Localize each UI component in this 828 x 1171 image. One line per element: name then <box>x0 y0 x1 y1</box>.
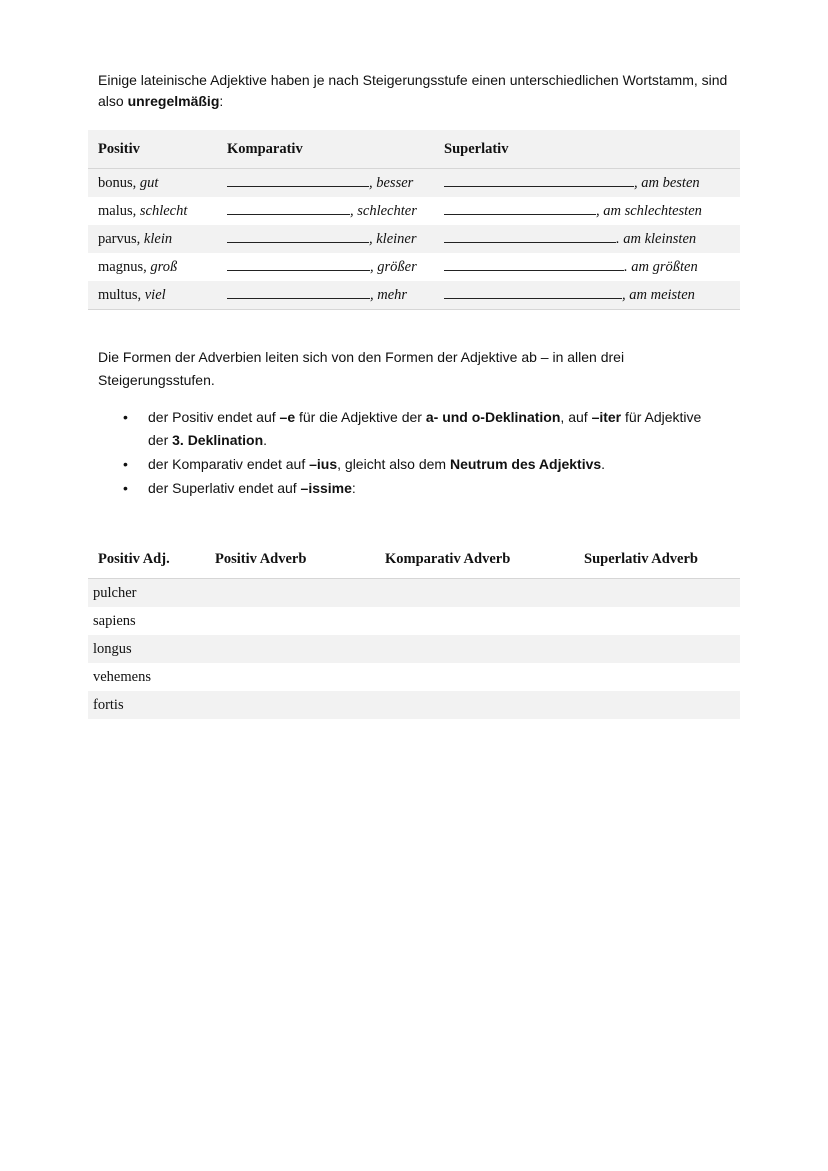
blank-line[interactable] <box>227 287 370 299</box>
table-row <box>88 225 740 253</box>
superlativ-cell <box>444 169 740 198</box>
positiv-cell <box>88 225 227 253</box>
rule-bold: –e <box>279 409 296 425</box>
header-positiv-adverb: Positiv Adverb <box>215 540 385 579</box>
positiv-adverb-cell[interactable] <box>215 607 385 635</box>
superlativ-cell <box>444 197 740 225</box>
komparativ-adverb-cell[interactable] <box>385 579 584 608</box>
superlativ-adverb-cell[interactable] <box>584 691 740 719</box>
superlativ-cell <box>444 225 740 253</box>
german-word: groß <box>150 258 178 275</box>
header-komparativ: Komparativ <box>227 130 444 169</box>
superlativ-hint: . am größten <box>624 258 698 275</box>
rule-bold: a- und o-Deklination <box>425 409 561 425</box>
komparativ-cell <box>227 169 444 198</box>
rule-bold: Neutrum des Adjektivs <box>449 456 602 472</box>
superlativ-adverb-cell[interactable] <box>584 635 740 663</box>
rule-bold: 3. Deklination <box>172 432 264 448</box>
rule-text: , auf <box>560 409 592 425</box>
intro-bold: unregelmäßig <box>127 93 220 109</box>
blank-line[interactable] <box>227 259 370 271</box>
adverb-paragraph: Die Formen der Adverbien leiten sich von den Formen der Adjektive ab – in allen drei Steigerungsstufen. <box>98 349 625 388</box>
latin-word: bonus, <box>98 174 140 191</box>
german-word: klein <box>143 230 173 247</box>
superlativ-hint: , am meisten <box>622 286 695 303</box>
irregular-adjectives-table <box>88 130 740 310</box>
german-word: gut <box>139 174 159 191</box>
superlativ-hint: , am besten <box>634 174 700 191</box>
rule-text: für die Adjektive der <box>295 409 426 425</box>
positiv-adverb-cell[interactable] <box>215 635 385 663</box>
positiv-cell <box>88 169 227 198</box>
table-row <box>88 691 740 719</box>
superlativ-hint: . am kleinsten <box>616 230 697 247</box>
komparativ-cell <box>227 253 444 281</box>
bullet-icon: • <box>123 409 128 425</box>
blank-line[interactable] <box>227 175 369 187</box>
rule-bold: –issime <box>300 480 352 496</box>
header-positiv-adj: Positiv Adj. <box>88 540 215 579</box>
header-komparativ-adverb: Komparativ Adverb <box>385 540 584 579</box>
superlativ-cell <box>444 253 740 281</box>
list-item <box>98 453 718 476</box>
komparativ-hint: , kleiner <box>369 230 417 247</box>
table-row <box>88 253 740 281</box>
rules-list <box>98 406 718 500</box>
komparativ-adverb-cell[interactable] <box>385 635 584 663</box>
table-row <box>88 663 740 691</box>
blank-line[interactable] <box>444 287 622 299</box>
positiv-adverb-cell[interactable] <box>215 691 385 719</box>
german-word: schlecht <box>139 202 188 219</box>
blank-line[interactable] <box>444 203 596 215</box>
table-row <box>88 281 740 310</box>
list-item <box>98 477 718 500</box>
table-row <box>88 197 740 225</box>
intro-paragraph <box>98 70 738 112</box>
superlativ-adverb-cell[interactable] <box>584 663 740 691</box>
rule-text: , gleicht also dem <box>337 456 450 472</box>
komparativ-hint: , größer <box>370 258 417 275</box>
blank-line[interactable] <box>227 203 350 215</box>
superlativ-adverb-cell[interactable] <box>584 579 740 608</box>
table-row <box>88 579 740 608</box>
rule-text: der Superlativ endet auf <box>148 480 301 496</box>
rule-text: der Positiv endet auf <box>148 409 280 425</box>
rule-text: der Komparativ endet auf <box>148 456 310 472</box>
komparativ-adverb-cell[interactable] <box>385 607 584 635</box>
positiv-adverb-cell[interactable] <box>215 579 385 608</box>
header-positiv: Positiv <box>88 130 227 169</box>
table-row <box>88 169 740 198</box>
adjective-cell: vehemens <box>88 663 215 691</box>
intro-text: Einige lateinische Adjektive haben je nach Steigerungsstufe einen unterschiedlichen Wortstamm, sind also <box>98 72 728 109</box>
blank-line[interactable] <box>444 259 624 271</box>
bullet-icon: • <box>123 456 128 472</box>
table-row <box>88 607 740 635</box>
adjective-cell: fortis <box>88 691 215 719</box>
positiv-cell <box>88 253 227 281</box>
komparativ-hint: , schlechter <box>350 202 417 219</box>
komparativ-cell <box>227 225 444 253</box>
adjective-cell: longus <box>88 635 215 663</box>
list-item <box>98 406 718 452</box>
bullet-icon: • <box>123 480 128 496</box>
superlativ-adverb-cell[interactable] <box>584 607 740 635</box>
blank-line[interactable] <box>444 231 616 243</box>
blank-line[interactable] <box>227 231 369 243</box>
latin-word: malus, <box>98 202 140 219</box>
adverbs-table <box>88 540 740 719</box>
table-row <box>88 635 740 663</box>
rule-text: für Adjektive der <box>148 409 702 448</box>
komparativ-hint: , mehr <box>370 286 408 303</box>
header-superlativ: Superlativ <box>444 130 740 169</box>
header-superlativ-adverb: Superlativ Adverb <box>584 540 740 579</box>
komparativ-cell <box>227 281 444 310</box>
komparativ-hint: , besser <box>369 174 414 191</box>
table-header-row <box>88 540 740 579</box>
superlativ-hint: , am schlechtesten <box>596 202 702 219</box>
table-header-row <box>88 130 740 169</box>
positiv-adverb-cell[interactable] <box>215 663 385 691</box>
adjective-cell: sapiens <box>88 607 215 635</box>
komparativ-adverb-cell[interactable] <box>385 691 584 719</box>
positiv-cell <box>88 197 227 225</box>
superlativ-cell <box>444 281 740 310</box>
blank-line[interactable] <box>444 175 634 187</box>
latin-word: parvus, <box>98 230 144 247</box>
rule-text: : <box>351 480 356 496</box>
intro-colon: : <box>219 93 224 109</box>
rule-bold: –iter <box>591 409 622 425</box>
latin-word: magnus, <box>98 258 151 275</box>
rule-bold: –ius <box>309 456 338 472</box>
komparativ-adverb-cell[interactable] <box>385 663 584 691</box>
komparativ-cell <box>227 197 444 225</box>
adjective-cell: pulcher <box>88 579 215 608</box>
rule-text: . <box>263 432 268 448</box>
positiv-cell <box>88 281 227 310</box>
german-word: viel <box>144 286 166 303</box>
latin-word: multus, <box>98 286 145 303</box>
rule-text: . <box>601 456 606 472</box>
